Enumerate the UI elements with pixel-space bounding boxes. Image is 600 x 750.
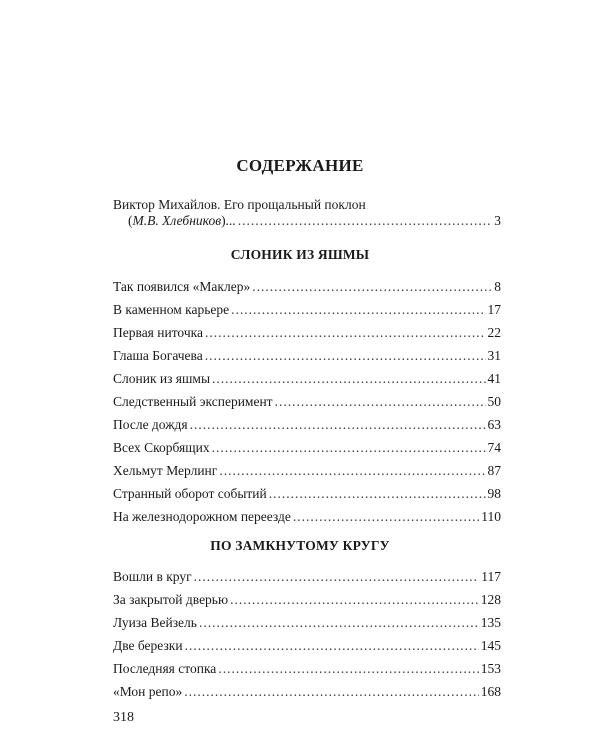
toc-entry <box>113 486 501 506</box>
entry-title: Следственный эксперимент <box>113 394 273 409</box>
page-number: 74 <box>487 440 501 455</box>
toc-entry <box>113 394 501 414</box>
page-title: СОДЕРЖАНИЕ <box>236 156 364 175</box>
page-number: 153 <box>480 661 501 676</box>
leader-dots <box>190 417 486 433</box>
entry-title: Луиза Вейзель <box>113 615 197 630</box>
entry-title: На железнодорожном переезде <box>113 509 291 524</box>
entry-title: Вошли в круг <box>113 569 192 584</box>
entry-title: «Мон репо» <box>113 684 183 699</box>
toc-entry <box>113 325 501 345</box>
page-number: 50 <box>487 394 501 409</box>
page-number: 8 <box>494 279 501 294</box>
page-number: 135 <box>480 615 501 630</box>
leader-dots <box>293 509 479 525</box>
toc-entry <box>113 661 501 681</box>
toc-entry <box>113 440 501 460</box>
intro-line: Виктор Михайлов. Его прощальный поклон <box>113 197 366 212</box>
page-number: 87 <box>487 463 501 478</box>
leader-dots <box>205 325 486 341</box>
entry-title: Хельмут Мерлинг <box>113 463 218 478</box>
toc-entry <box>113 463 501 483</box>
toc-entry <box>113 592 501 612</box>
leader-dots <box>218 661 478 677</box>
toc-entry <box>113 569 501 589</box>
leader-dots <box>185 638 479 654</box>
leader-dots <box>230 592 479 608</box>
folio-page-number: 318 <box>113 710 134 725</box>
leader-dots <box>238 213 493 229</box>
leader-dots <box>275 394 486 410</box>
page-number: 17 <box>487 302 501 317</box>
toc-entry <box>113 509 501 529</box>
entry-title: Две березки <box>113 638 183 653</box>
toc-entry <box>113 348 501 368</box>
leader-dots <box>231 302 485 318</box>
toc-entry <box>113 615 501 635</box>
entry-title: После дождя <box>113 417 188 432</box>
toc-entry <box>113 638 501 658</box>
leader-dots <box>199 615 479 631</box>
entry-title: Всех Скорбящих <box>113 440 210 455</box>
section-title: СЛОНИК ИЗ ЯШМЫ <box>230 247 370 262</box>
leader-dots <box>184 684 479 700</box>
page-number: 145 <box>480 638 501 653</box>
intro-author-line <box>128 213 236 229</box>
page-number: 128 <box>480 592 501 607</box>
toc-entry <box>113 279 501 299</box>
intro-paren-open: ( <box>128 213 133 228</box>
section-title: ПО ЗАМКНУТОМУ КРУГУ <box>210 538 390 553</box>
page-number: 22 <box>487 325 501 340</box>
page-number: 41 <box>487 371 501 386</box>
toc-entry <box>113 371 501 391</box>
entry-title: Первая ниточка <box>113 325 203 340</box>
page-number: 3 <box>494 213 501 228</box>
leader-dots <box>269 486 486 502</box>
intro-author: М.В. Хлебников <box>132 213 222 228</box>
leader-dots <box>194 569 480 585</box>
toc-entry <box>113 302 501 322</box>
toc-entry <box>113 417 501 437</box>
leader-dots <box>219 463 485 479</box>
leader-dots <box>205 348 486 364</box>
entry-title: В каменном карьере <box>113 302 230 317</box>
page-number: 117 <box>481 569 501 584</box>
leader-dots <box>212 371 485 387</box>
page-number: 63 <box>487 417 501 432</box>
leader-dots <box>252 279 492 295</box>
entry-title: Слоник из яшмы <box>113 371 211 386</box>
page-number: 31 <box>487 348 501 363</box>
page-number: 110 <box>481 509 501 524</box>
leader-dots <box>212 440 486 456</box>
entry-title: Последняя стопка <box>113 661 217 676</box>
page-number: 98 <box>487 486 501 501</box>
intro-entry-line <box>128 213 501 233</box>
entry-title: Странный оборот событий <box>113 486 267 501</box>
toc-entry <box>113 684 501 704</box>
intro-paren-close: )... <box>221 213 236 228</box>
entry-title: За закрытой дверью <box>113 592 229 607</box>
entry-title: Глаша Богачева <box>113 348 203 363</box>
entry-title: Так появился «Маклер» <box>113 279 251 294</box>
page-number: 168 <box>480 684 501 699</box>
